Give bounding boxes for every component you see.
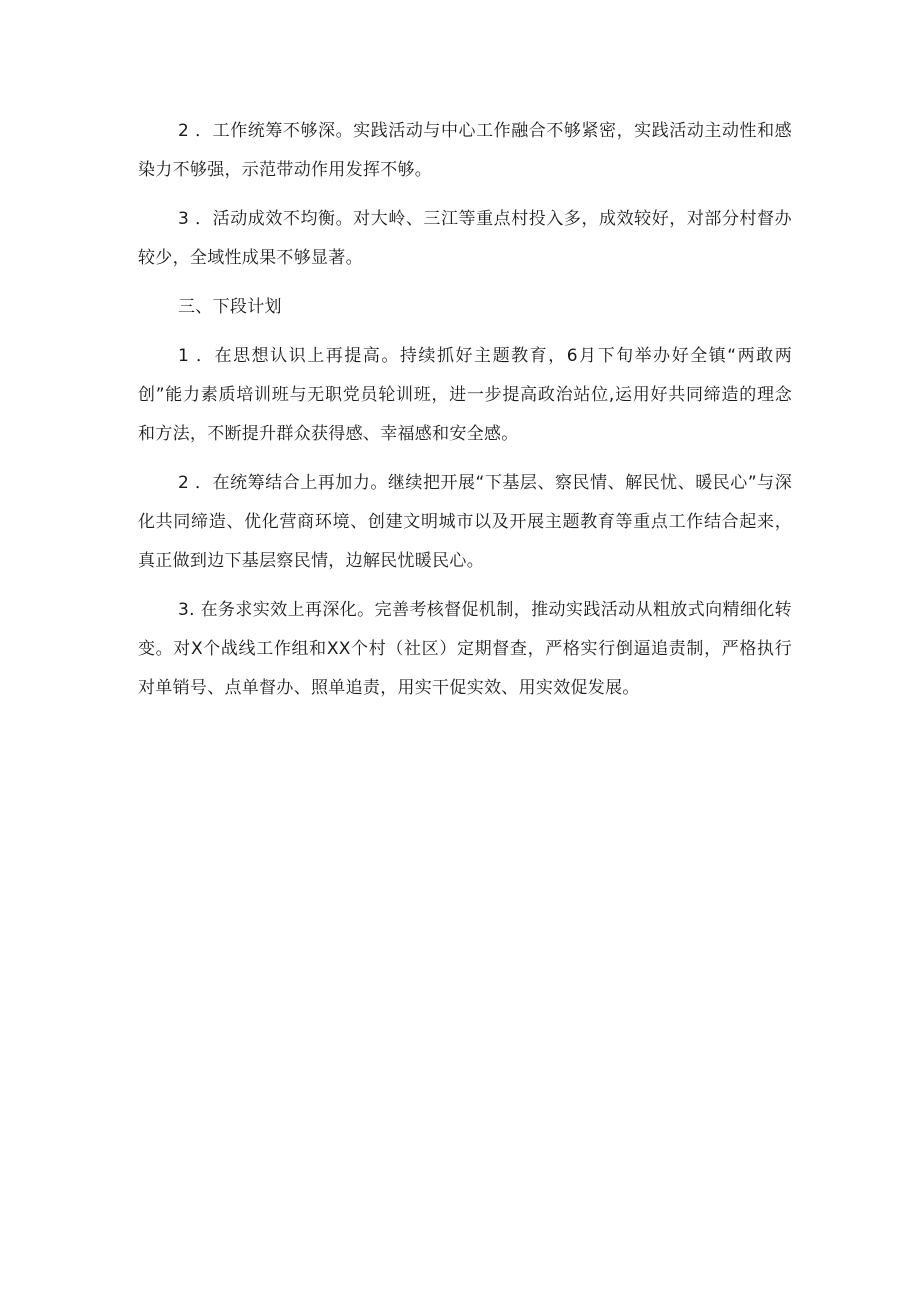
- section-heading: 三、下段计划: [178, 297, 282, 317]
- plan-paragraph-1: 1 ．在思想认识上再提高。持续抓好主题教育，6月下旬举办好全镇“两敢两创”能力素质培训班与无职党员轮训班，进一步提高政治站位,运用好共同缔造的理念和方法，不断提升群众获得感、幸福感和安全感。: [138, 346, 792, 444]
- plan-paragraph-2: 2 ．在统筹结合上再加力。继续把开展“下基层、察民情、解民忧、暖民心”与深化共同缔造、优化营商环境、创建文明城市以及开展主题教育等重点工作结合起来，真正做到边下基层察民情，边解民忧暖民心。: [138, 473, 792, 571]
- issue-paragraph-3: 3 ．活动成效不均衡。对大岭、三江等重点村投入多，成效较好，对部分村督办较少，全域性成果不够显著。: [138, 209, 792, 268]
- issue-paragraph-2: 2 ．工作统筹不够深。实践活动与中心工作融合不够紧密，实践活动主动性和感染力不够强，示范带动作用发挥不够。: [138, 121, 792, 180]
- document-body: [138, 112, 792, 708]
- plan-paragraph-3: 3. 在务求实效上再深化。完善考核督促机制，推动实践活动从粗放式向精细化转变。对X个战线工作组和XX个村（社区）定期督查，严格实行倒逼追责制，严格执行对单销号、点单督办、照单追责，用实干促实效、用实效促发展。: [138, 600, 792, 698]
